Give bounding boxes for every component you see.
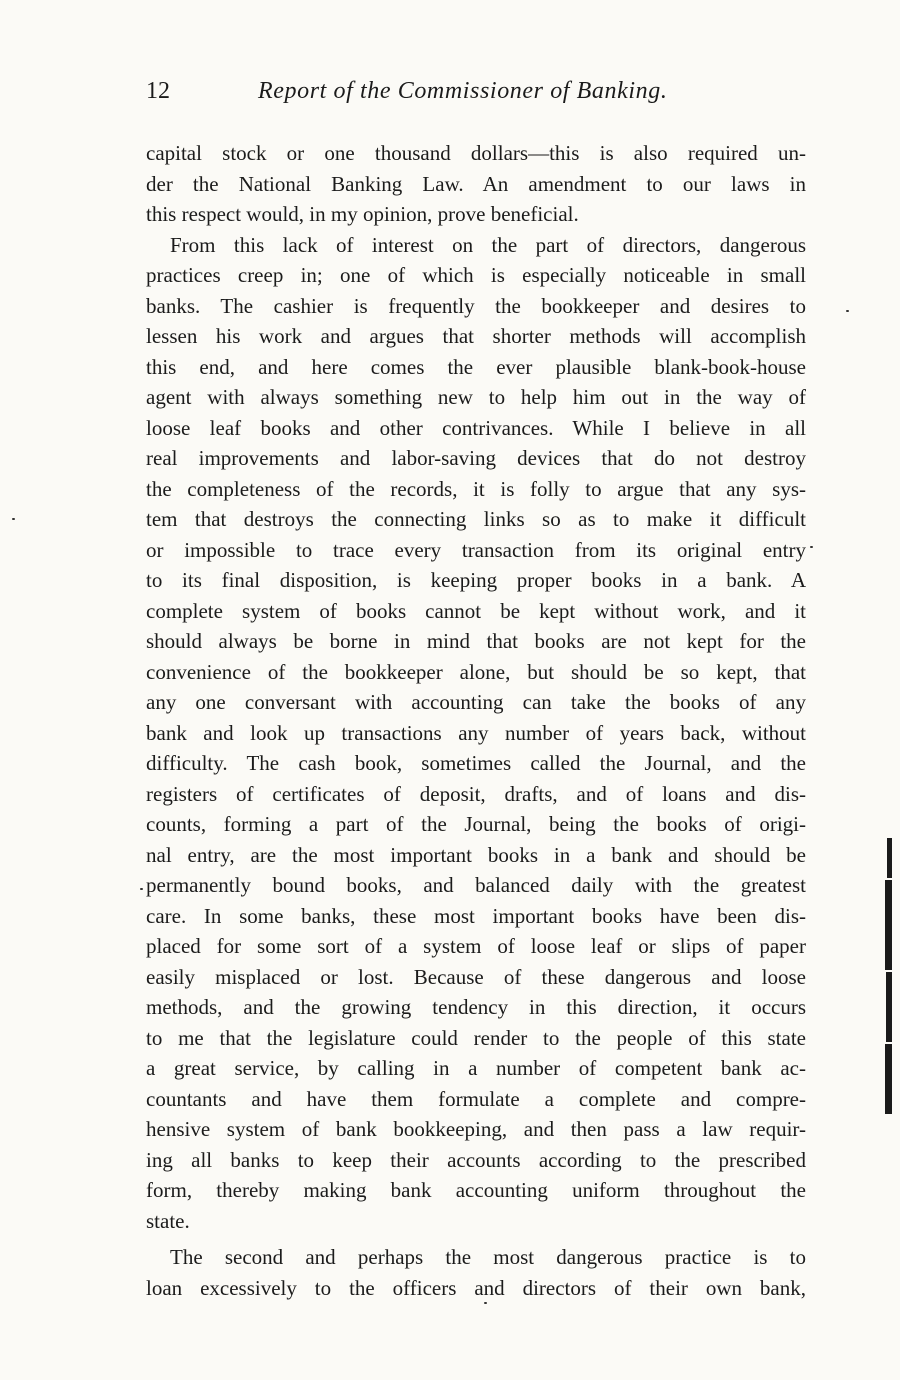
text-line: bank and look up transactions any number of years back, without (146, 720, 806, 745)
text-line: real improvements and labor-saving devices that do not destroy (146, 446, 806, 470)
text-line: capital stock or one thousand dollars—this is also required un- (146, 141, 806, 165)
text-line: this respect would, in my opinion, prove beneficial. (146, 202, 579, 226)
scan-speck (846, 310, 849, 312)
text-line: hensive system of bank bookkeeping, and then pass a law requir- (146, 1117, 806, 1141)
text-line: counts, forming a part of the Journal, being the books of origi- (146, 812, 806, 836)
text-line: der the National Banking Law. An amendment to our laws in (146, 171, 806, 196)
text-line: placed for some sort of a system of loose leaf or slips of paper (146, 934, 806, 958)
text-line: practices creep in; one of which is especially noticeable in small (146, 263, 806, 287)
scan-edge-mark (886, 972, 892, 1042)
text-line: any one conversant with accounting can take the books of any (146, 690, 806, 714)
body-text (146, 138, 806, 1303)
text-line: From this lack of interest on the part of directors, dangerous (170, 232, 806, 257)
text-line: ing all banks to keep their accounts according to the prescribed (146, 1147, 806, 1172)
text-line: countants and have them formulate a complete and compre- (146, 1086, 806, 1111)
running-title: Report of the Commissioner of Banking. (258, 78, 668, 104)
scan-speck (12, 518, 15, 520)
scan-speck (810, 546, 813, 548)
text-line: or impossible to trace every transaction from its original entry (146, 537, 806, 562)
text-line: this end, and here comes the ever plausible blank-book-house (146, 354, 806, 379)
text-line: tem that destroys the connecting links so as to make it difficult (146, 507, 806, 531)
scan-edge-mark (885, 1044, 892, 1114)
text-line: the completeness of the records, it is folly to argue that any sys- (146, 476, 806, 501)
scan-edge-mark (885, 880, 892, 970)
page-header (146, 78, 806, 112)
text-line: The second and perhaps the most dangerous practice is to (170, 1245, 806, 1269)
text-line: nal entry, are the most important books in a bank and should be (146, 842, 806, 867)
text-line: care. In some banks, these most important books have been dis- (146, 903, 806, 928)
page-number: 12 (146, 78, 170, 104)
text-line: to me that the legislature could render to the people of this state (146, 1025, 806, 1050)
text-line: registers of certificates of deposit, drafts, and of loans and dis- (146, 781, 806, 806)
text-line: complete system of books cannot be kept without work, and it (146, 598, 806, 623)
scan-speck (140, 888, 143, 890)
text-line: easily misplaced or lost. Because of these dangerous and loose (146, 964, 806, 989)
text-line: permanently bound books, and balanced daily with the greatest (146, 873, 806, 897)
text-line: state. (146, 1208, 190, 1233)
text-line: to its final disposition, is keeping proper books in a bank. A (146, 568, 806, 592)
text-line: methods, and the growing tendency in this direction, it occurs (146, 995, 806, 1019)
text-line: loan excessively to the officers and directors of their own bank, (146, 1275, 806, 1300)
text-line: banks. The cashier is frequently the bookkeeper and desires to (146, 293, 806, 318)
text-line: should always be borne in mind that books are not kept for the (146, 629, 806, 653)
text-line: difficulty. The cash book, sometimes called the Journal, and the (146, 751, 806, 775)
text-line: lessen his work and argues that shorter methods will accomplish (146, 324, 806, 348)
scan-edge-mark (887, 838, 892, 878)
text-line: agent with always something new to help him out in the way of (146, 385, 806, 409)
scan-speck (484, 1302, 487, 1304)
text-line: loose leaf books and other contrivances. While I believe in all (146, 415, 806, 440)
text-line: convenience of the bookkeeper alone, but should be so kept, that (146, 659, 806, 684)
text-line: a great service, by calling in a number of competent bank ac- (146, 1056, 806, 1080)
text-line: form, thereby making bank accounting uniform throughout the (146, 1178, 806, 1202)
